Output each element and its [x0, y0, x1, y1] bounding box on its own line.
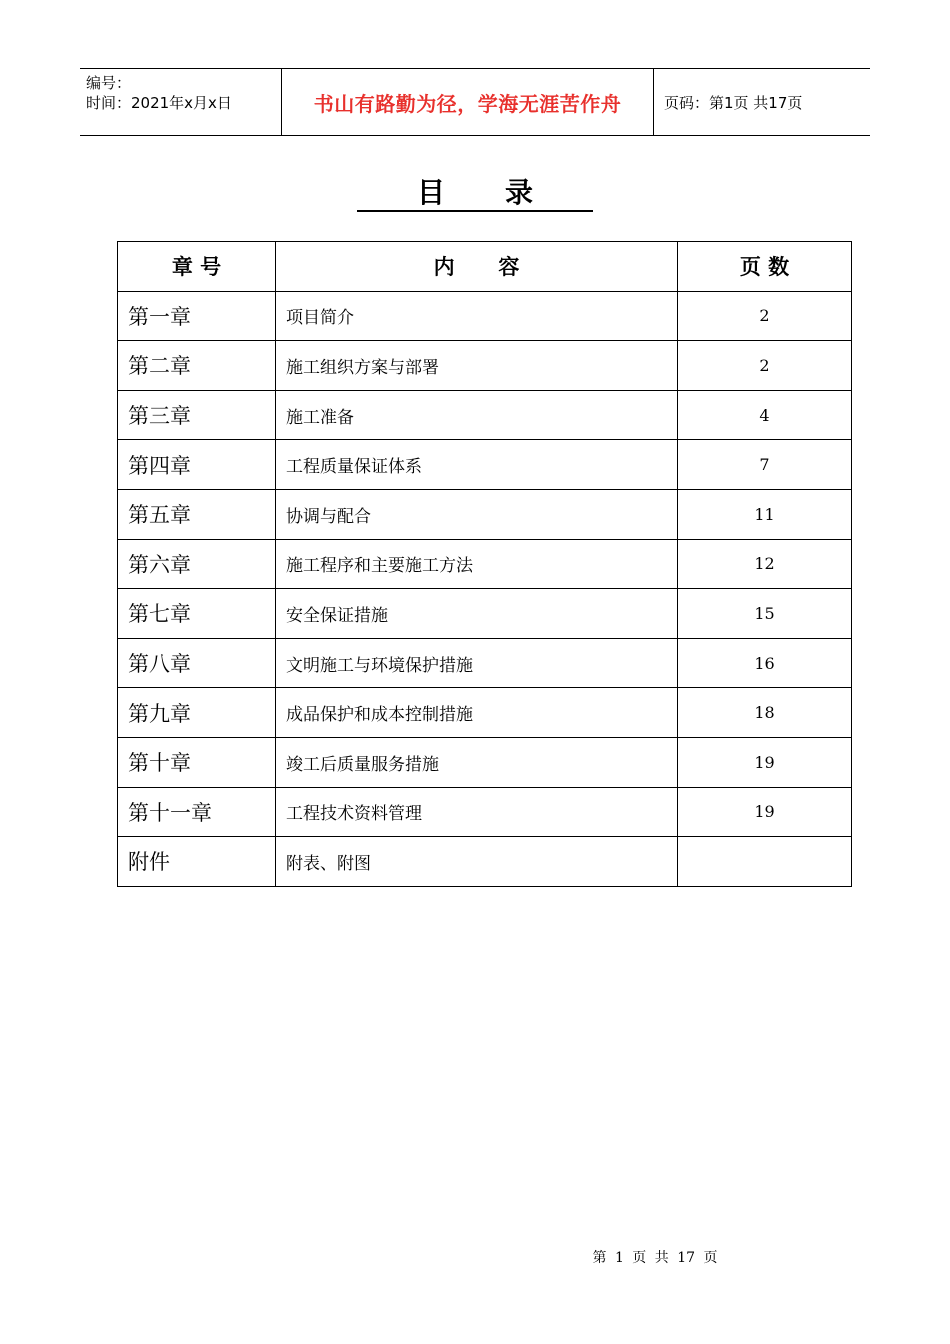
- table-row: [118, 390, 852, 440]
- chapter-cell: 第六章: [118, 539, 276, 589]
- table-row: [118, 489, 852, 539]
- chapter-cell: 附件: [118, 837, 276, 887]
- content-cell: 协调与配合: [276, 489, 678, 539]
- chapter-cell: 第三章: [118, 390, 276, 440]
- toc-header-row: [118, 242, 852, 292]
- page-cell: 12: [678, 539, 852, 589]
- page-cell: 19: [678, 737, 852, 787]
- table-row: [118, 341, 852, 391]
- content-cell: 工程技术资料管理: [276, 787, 678, 837]
- page-cell: 19: [678, 787, 852, 837]
- toc-table: [117, 241, 852, 887]
- table-row: [118, 737, 852, 787]
- content-cell: 施工组织方案与部署: [276, 341, 678, 391]
- page-footer: 第 1 页 共 17 页: [592, 1250, 718, 1266]
- toc-body: [118, 291, 852, 886]
- page-cell: 16: [678, 638, 852, 688]
- chapter-cell: 第二章: [118, 341, 276, 391]
- chapter-cell: 第七章: [118, 589, 276, 639]
- chapter-cell: 第十章: [118, 737, 276, 787]
- table-row: [118, 837, 852, 887]
- page-cell: 2: [678, 341, 852, 391]
- page-cell: [678, 837, 852, 887]
- content-cell: 工程质量保证体系: [276, 440, 678, 490]
- table-row: [118, 589, 852, 639]
- page-cell: 15: [678, 589, 852, 639]
- header-page: 页 数: [678, 242, 852, 292]
- chapter-cell: 第一章: [118, 291, 276, 341]
- table-row: [118, 440, 852, 490]
- document-number-label: 编号：: [86, 74, 132, 92]
- chapter-cell: 第五章: [118, 489, 276, 539]
- table-row: [118, 787, 852, 837]
- content-cell: 施工准备: [276, 390, 678, 440]
- document-time-label: 时间：2021年x月x日: [86, 94, 232, 112]
- table-row: [118, 688, 852, 738]
- content-cell: 安全保证措施: [276, 589, 678, 639]
- header-meta: [80, 69, 282, 135]
- page-cell: 4: [678, 390, 852, 440]
- toc-title: [0, 176, 950, 212]
- content-cell: 附表、附图: [276, 837, 678, 887]
- table-row: [118, 291, 852, 341]
- page-header: [80, 68, 870, 136]
- page-cell: 18: [678, 688, 852, 738]
- table-row: [118, 539, 852, 589]
- content-cell: 成品保护和成本控制措施: [276, 688, 678, 738]
- chapter-cell: 第九章: [118, 688, 276, 738]
- header-motto: 书山有路勤为径，学海无涯苦作舟: [282, 69, 654, 135]
- table-row: [118, 638, 852, 688]
- chapter-cell: 第四章: [118, 440, 276, 490]
- page-cell: 7: [678, 440, 852, 490]
- header-content: 内 容: [276, 242, 678, 292]
- page-cell: 11: [678, 489, 852, 539]
- chapter-cell: 第八章: [118, 638, 276, 688]
- content-cell: 竣工后质量服务措施: [276, 737, 678, 787]
- header-page-info: 页码：第1页 共17页: [664, 93, 803, 112]
- chapter-cell: 第十一章: [118, 787, 276, 837]
- page-cell: 2: [678, 291, 852, 341]
- content-cell: 项目简介: [276, 291, 678, 341]
- content-cell: 文明施工与环境保护措施: [276, 638, 678, 688]
- content-cell: 施工程序和主要施工方法: [276, 539, 678, 589]
- toc-title-text: 目录: [357, 176, 593, 212]
- header-chapter: 章 号: [118, 242, 276, 292]
